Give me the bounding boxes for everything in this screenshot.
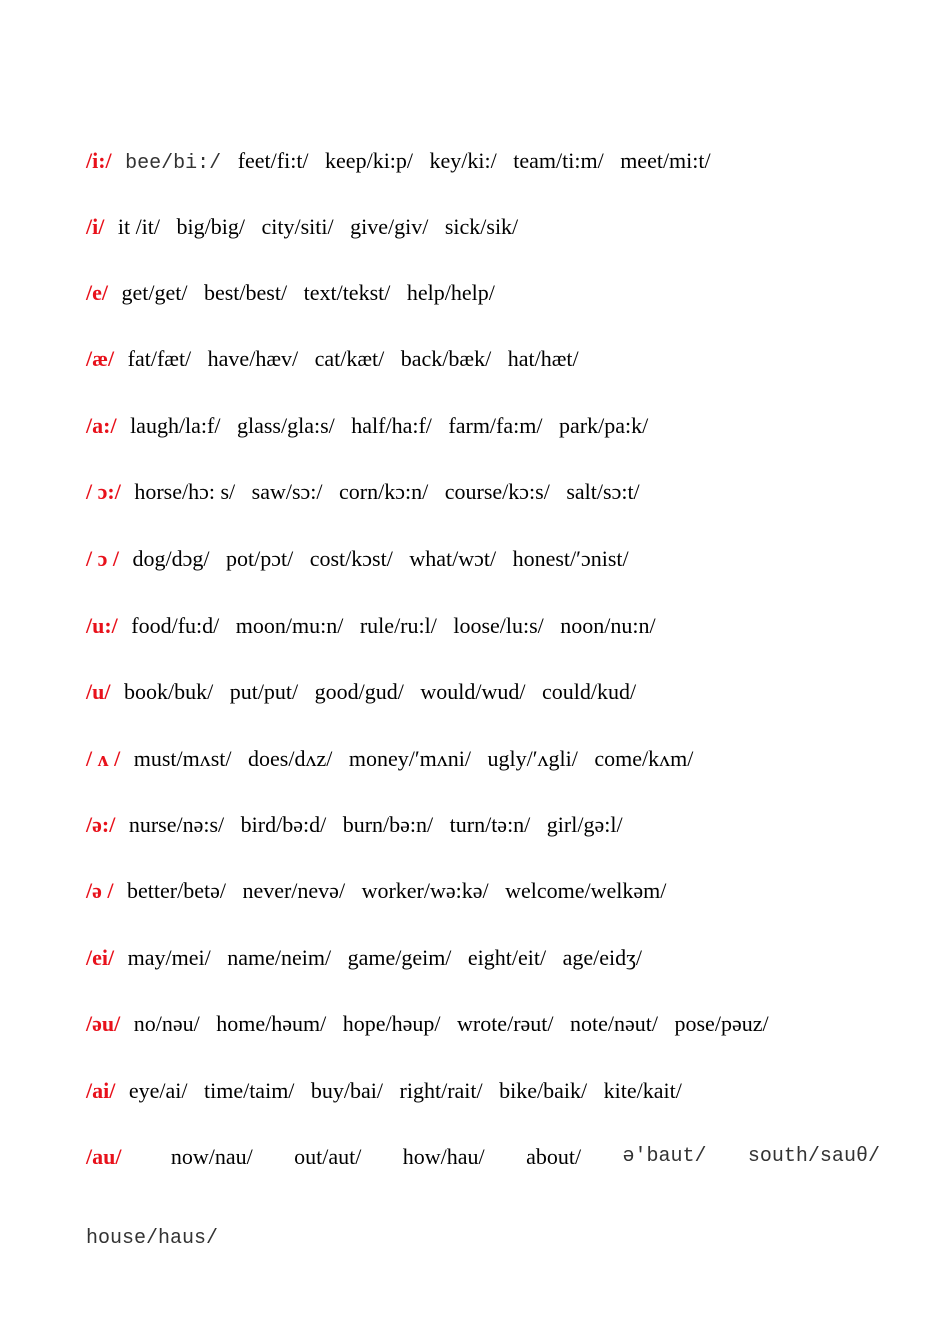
example-word: big/big/ [176,214,245,239]
example-word: turn/tə:n/ [449,812,531,837]
example-word: hope/həup/ [342,1011,441,1036]
example-word: house/haus/ [86,1227,219,1250]
example-word: time/taim/ [203,1078,295,1103]
example-word: eye/ai/ [128,1078,188,1103]
phoneme-symbol: /æ/ [86,346,115,371]
example-word: give/giv/ [350,214,429,239]
example-word: it /it/ [117,214,161,239]
phoneme-symbol: / ɔ / [86,546,119,571]
example-word: team/ti:m/ [513,148,604,173]
example-word: now/nau/ [170,1144,253,1169]
example-word: age/eidʒ/ [562,945,643,970]
row-i [86,213,890,241]
example-word: would/wud/ [420,679,526,704]
phoneme-symbol: / ʌ / [86,746,121,771]
example-word: corn/kɔ:n/ [339,479,429,504]
example-word: key/ki:/ [429,148,497,173]
example-word: noon/nu:n/ [560,613,656,638]
example-word: book/buk/ [123,679,214,704]
example-word: cat/kæt/ [314,346,385,371]
example-word: out/aut/ [294,1144,362,1169]
row-au-continuation [86,1222,890,1253]
example-word: dog/dɔg/ [132,546,210,571]
example-word: wrote/rəut/ [456,1011,554,1036]
example-word: ugly/′ʌgli/ [487,746,578,771]
example-word: moon/mu:n/ [235,613,344,638]
example-word: get/get/ [121,280,188,305]
example-word: buy/bai/ [310,1078,384,1103]
row-aa [86,412,890,440]
phoneme-symbol: /e/ [86,280,108,305]
example-word: good/gud/ [314,679,404,704]
phoneme-symbol: /i/ [86,214,105,239]
row-long-schwa [86,811,890,839]
example-word: put/put/ [229,679,299,704]
example-word: worker/wə:kə/ [361,878,489,903]
example-word: laugh/la:f/ [130,413,221,438]
example-word: home/həum/ [216,1011,327,1036]
example-word: food/fu:d/ [131,613,220,638]
example-word: feet/fi:t/ [237,148,309,173]
example-word: help/help/ [406,280,495,305]
example-word: eight/eit/ [467,945,547,970]
row-ou [86,1010,890,1038]
example-word: does/dʌz/ [248,746,333,771]
phoneme-symbol: /ə:/ [86,812,116,837]
phoneme-symbol: /ə / [86,878,114,903]
example-word: have/hæv/ [207,346,299,371]
example-word: rule/ru:l/ [359,613,437,638]
example-word: sick/sik/ [444,214,519,239]
example-word: back/bæk/ [400,346,492,371]
example-word: how/hau/ [402,1144,485,1169]
phoneme-symbol: /au/ [86,1144,122,1169]
example-word: cost/kɔst/ [309,546,393,571]
row-ai [86,1077,890,1105]
phoneme-symbol: /u/ [86,679,111,704]
example-word: keep/ki:p/ [325,148,414,173]
phoneme-symbol: /əu/ [86,1011,121,1036]
example-word: girl/gə:l/ [546,812,623,837]
row-schwa [86,877,890,905]
row-short-u [86,678,890,706]
example-word: horse/hɔ: s/ [134,479,236,504]
example-word: note/nəut/ [570,1011,658,1036]
example-word: bike/baik/ [499,1078,588,1103]
example-word: saw/sɔ:/ [251,479,323,504]
example-word: loose/lu:s/ [453,613,544,638]
phoneme-symbol: /ei/ [86,945,115,970]
example-word: better/betə/ [127,878,226,903]
example-word: pot/pɔt/ [226,546,294,571]
example-word: game/geim/ [347,945,452,970]
example-word: farm/fa:m/ [448,413,543,438]
example-word: could/kud/ [542,679,637,704]
example-word: south/sauθ/ [747,1145,880,1168]
example-word: nurse/nə:s/ [128,812,225,837]
example-word: name/neim/ [227,945,332,970]
example-word: about/ [526,1144,582,1169]
example-word: what/wɔt/ [409,546,497,571]
example-word: welcome/welkəm/ [505,878,667,903]
example-word: course/kɔ:s/ [444,479,550,504]
example-word: no/nəu/ [133,1011,200,1036]
example-word: hat/hæt/ [507,346,579,371]
row-ee [86,147,890,178]
example-word: park/pa:k/ [558,413,649,438]
row-wedge [86,745,890,773]
example-word: must/mʌst/ [133,746,232,771]
phoneme-symbol: /i:/ [86,148,112,173]
example-word: best/best/ [203,280,288,305]
example-word: ə′baut/ [622,1145,707,1168]
example-word: pose/pəuz/ [674,1011,769,1036]
phoneme-symbol: /ai/ [86,1078,116,1103]
example-word: glass/gla:s/ [236,413,335,438]
example-word: honest/′ɔnist/ [512,546,629,571]
example-word: meet/mi:t/ [620,148,711,173]
example-word: burn/bə:n/ [342,812,434,837]
row-long-o [86,478,890,506]
example-word: come/kʌm/ [594,746,694,771]
example-word: bird/bə:d/ [240,812,327,837]
example-word: text/tekst/ [303,280,391,305]
phoneme-symbol: /a:/ [86,413,117,438]
row-ei [86,944,890,972]
row-e [86,279,890,307]
phoneme-symbol: / ɔ:/ [86,479,121,504]
example-word: never/nevə/ [242,878,346,903]
example-word: kite/kait/ [603,1078,682,1103]
example-word: city/siti/ [261,214,334,239]
example-word: bee/bi:/ [125,152,222,175]
example-word: half/ha:f/ [351,413,432,438]
row-long-u [86,612,890,640]
example-word: right/rait/ [399,1078,483,1103]
example-word: fat/fæt/ [127,346,192,371]
example-word: salt/sɔ:t/ [566,479,640,504]
phoneme-symbol: /u:/ [86,613,118,638]
row-ae [86,345,890,373]
row-short-o [86,545,890,573]
row-au [86,1143,880,1171]
example-word: may/mei/ [127,945,211,970]
example-word: money/′mʌni/ [348,746,471,771]
